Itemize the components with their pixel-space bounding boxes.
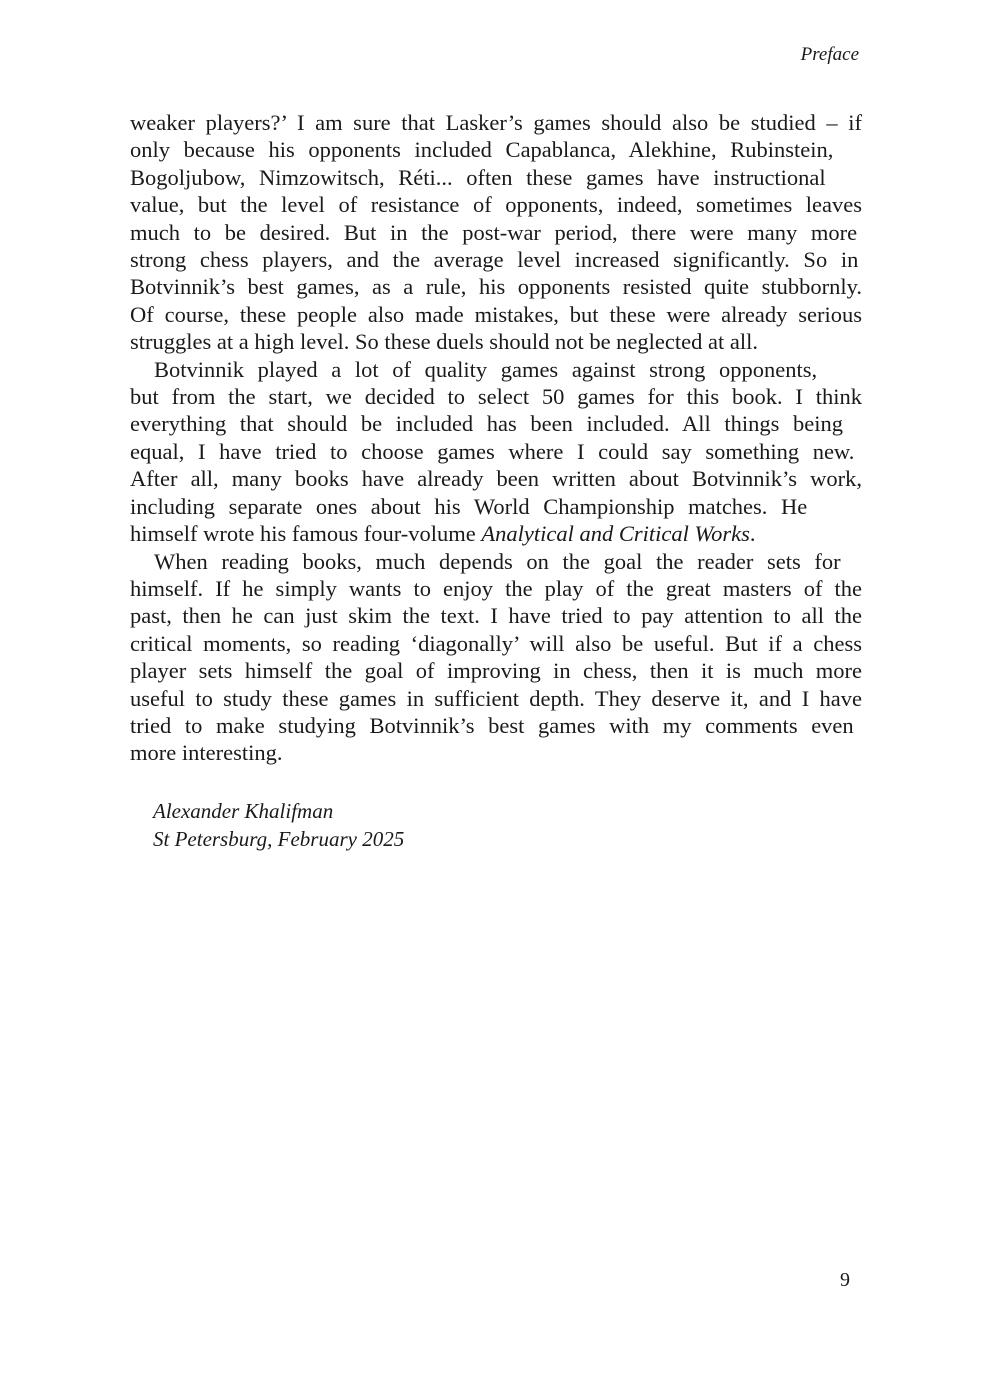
book-title: Analytical and Critical Works [481,521,750,547]
text-fragment: himself wrote his famous four-volume [130,521,482,547]
text-line: equal, I have tried to choose games where I could say something new. [130,438,855,464]
running-head: Preface [800,44,859,65]
text-line: Botvinnik’s best games, as a rule, his opponents resisted quite stubbornly. [130,274,862,300]
author-name: Alexander Khalifman [153,799,334,823]
text-line: including separate ones about his World Championship matches. He [130,493,808,519]
signature-block [153,798,404,853]
text-line: tried to make studying Botvinnik’s best games with my comments even [130,712,854,738]
paragraph-1 [130,109,862,356]
text-line: more interesting. [130,740,283,766]
place-date: St Petersburg, February 2025 [153,826,405,851]
preface-body [130,109,862,767]
paragraph-3 [130,548,862,767]
text-line: weaker players?’ I am sure that Lasker’s games should also be studied – if [130,110,862,135]
text-line: much to be desired. But in the post-war period, there were many more [130,219,858,245]
text-line: useful to study these games in sufficient depth. They deserve it, and I have [130,685,862,711]
text-fragment: . [749,521,756,547]
text-line: Botvinnik played a lot of quality games against strong opponents, [154,356,818,382]
text-line: strong chess players, and the average level increased significantly. So in [130,247,859,273]
text-line: value, but the level of resistance of opponents, indeed, sometimes leaves [130,192,862,218]
text-line: When reading books, much depends on the goal the reader sets for [154,548,841,574]
text-line: After all, many books have already been written about Botvinnik’s work, [130,466,862,492]
text-line [130,520,862,547]
paragraph-2 [130,356,862,548]
text-line: but from the start, we decided to select 50 games for this book. I think [130,384,862,410]
text-line: player sets himself the goal of improving in chess, then it is much more [130,658,862,684]
text-line: Of course, these people also made mistakes, but these were already serious [130,301,862,327]
text-line: himself. If he simply wants to enjoy the play of the great masters of the [130,575,862,601]
text-line: only because his opponents included Capablanca, Alekhine, Rubinstein, [130,137,834,163]
text-line: struggles at a high level. So these duels should not be neglected at all. [130,329,758,355]
text-line: critical moments, so reading ‘diagonally’ will also be useful. But if a chess [130,630,862,656]
page-number: 9 [840,1269,850,1291]
text-line: everything that should be included has been included. All things being [130,411,843,437]
text-line: past, then he can just skim the text. I have tried to pay attention to all the [130,603,862,629]
text-line: Bogoljubow, Nimzowitsch, Réti... often these games have instructional [130,164,826,190]
